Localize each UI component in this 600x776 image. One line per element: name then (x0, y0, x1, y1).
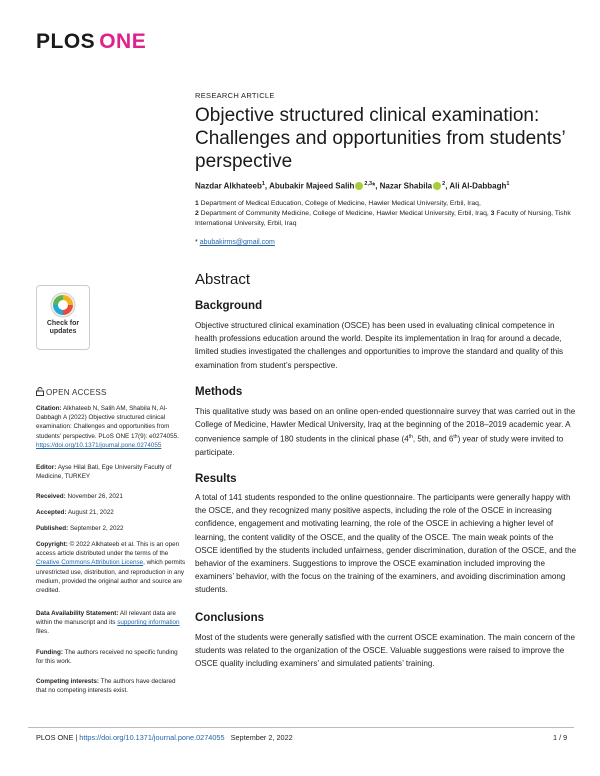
copyright: Copyright: © 2022 Alkhateeb et al. This is an open access article distributed under the terms of the Creative Commons Attribution License, which permits unrestricted use, distribution, and reproduction in any medium, provided the original author and source are credited. (36, 541, 186, 595)
data-availability: Data Availability Statement: All relevant data are within the manuscript and its supporting information files. (36, 610, 180, 636)
open-lock-icon (36, 387, 44, 396)
methods-heading: Methods (195, 386, 243, 398)
author-list: Nazdar Alkhateeb$^1$, Abubakir Majeed Salih $^{2,3}$*, Nazar Shabila $^2$, Ali Al-Dabbagh$^1$ (195, 181, 510, 191)
author-name[interactable]: Ali Al-Dabbagh (449, 181, 507, 191)
orcid-icon[interactable] (355, 182, 363, 190)
conclusions-text: Most of the students were generally satisfied with the current OSCE examination. The main concern of the students was related to the organization of the OSCE. Valuable suggestions were raised to improve the OSCE quality including examiners’ and simulated patients’ training. (195, 633, 575, 669)
methods-text: This qualitative study was based on an online open-ended questionnaire survey that was carried out in the College of Medicine, Hawler Medical University, Iraq at the beginning of the 2018–2019 academic year. A convenience sample of 180 students in the clinical phase (4th, 5th, and 6th) year of study were invited to participate. (195, 407, 576, 458)
received: Received: November 26, 2021 (36, 493, 123, 500)
orcid-icon[interactable] (433, 182, 441, 190)
footer-doi-link[interactable]: https://doi.org/10.1371/journal.pone.0274055 (79, 733, 225, 742)
author-name[interactable]: Nazar Shabila (379, 181, 433, 191)
accepted: Accepted: August 21, 2022 (36, 509, 114, 516)
license-link[interactable]: Creative Commons Attribution License (36, 559, 144, 567)
conclusions-heading: Conclusions (195, 612, 265, 624)
journal-logo: PLOS ONE (36, 30, 147, 53)
open-access-label: OPEN ACCESS (36, 387, 107, 397)
abstract-heading: Abstract (195, 271, 251, 288)
footer: PLOS ONE | https://doi.org/10.1371/journal.pone.0274055 September 2, 2022 (36, 733, 293, 742)
supporting-info-link[interactable]: supporting information (117, 619, 180, 627)
author-name[interactable]: Abubakir Majeed Salih (269, 181, 355, 191)
results-text: A total of 141 students responded to the online questionnaire. The participants were generally happy with the OSCE, and they recognized many positive aspects, including the role of the OSCE in increasing confidence, engagement and motivating learning, the role of the OSCE in achieving a higher level of learning, the content validity of the OSCE, and the quality of the OSCE. The main weak points of the OSCE identified by the students included unfairness, gender discrimination, duration of the OSCE, and the behavior of the examiners. Suggestions to improve the OSCE examination included improving the examiners’ behavior, with the focus on the training of the examiners, and avoiding discrimination among students. (195, 493, 577, 595)
competing-interests: Competing interests: The authors have declared that no competing interests exist. (36, 678, 176, 695)
citation: Citation: Alkhateeb N, Salih AM, Shabila N, Al-Dabbagh A (2022) Objective structured clinical examination: Challenges and opportunities from students’ perspective. PLoS ONE 17(9): e0274055. https://doi.org/10.1371/journal.pone.0274055 (36, 405, 179, 449)
article-title: Objective structured clinical examination: Challenges and opportunities from students’ perspective (195, 105, 566, 172)
results-heading: Results (195, 473, 237, 485)
email-link[interactable]: abubakirms@gmail.com (199, 239, 275, 246)
footer-divider (28, 727, 574, 728)
funding: Funding: The authors received no specific funding for this work. (36, 649, 178, 666)
check-for-updates-button[interactable]: Check for updates (36, 285, 90, 350)
background-heading: Background (195, 300, 263, 312)
check-updates-icon (50, 292, 76, 318)
citation-doi-link[interactable]: https://doi.org/10.1371/journal.pone.0274055 (36, 441, 162, 449)
page-number: 1 / 9 (553, 733, 568, 742)
correspondence: * abubakirms@gmail.com (195, 239, 275, 246)
article-type: RESEARCH ARTICLE (195, 91, 275, 100)
author-name[interactable]: Nazdar Alkhateeb (195, 181, 262, 191)
editor: Editor: Ayse Hilal Bati, Ege University Faculty of Medicine, TURKEY (36, 464, 172, 481)
background-text: Objective structured clinical examination (OSCE) has been used in evaluating clinical competence in health professions education around the world. Despite its implementation in Iraq for around a decade, limited studies investigated the challenges and opportunities to improve the standard and quality of this examination from student’s perspective. (195, 321, 564, 370)
affiliations: 1 Department of Medical Education, College of Medicine, Hawler Medical University, Erbil, Iraq, 2 Department of Community Medicine, College of Medicine, Hawler Medical University, Erbil, Iraq, 3 Faculty of Nursing, Tishk International University, Erbil, Iraq (195, 200, 571, 227)
published: Published: September 2, 2022 (36, 525, 124, 532)
